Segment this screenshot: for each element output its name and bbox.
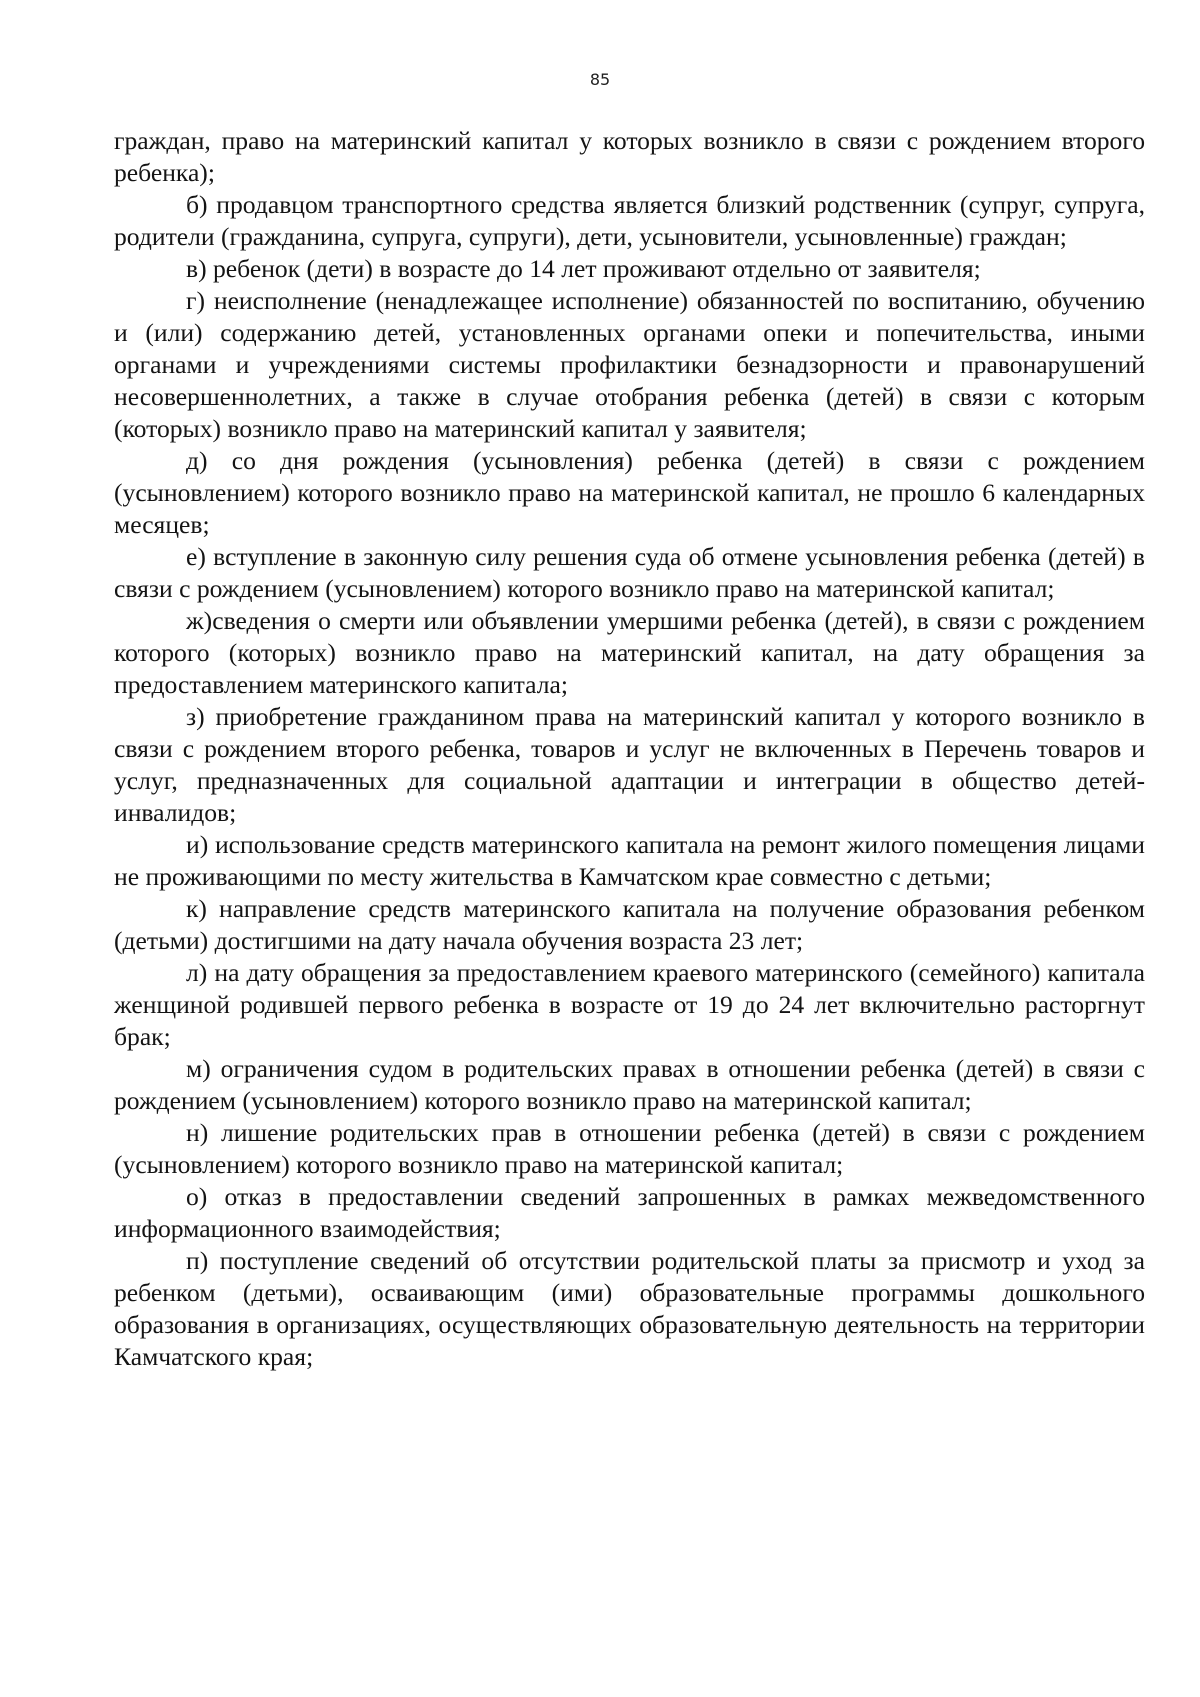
list-item-d: д) со дня рождения (усыновления) ребенка (детей) в связи с рождением (усыновлением) которого возникло право на материнской капитал, не прошло 6 календарных месяцев; [114, 446, 1145, 539]
list-item-k: к) направление средств материнского капитала на получение образования ребенком (детьми) достигшими на дату начала обучения возраста 23 лет; [114, 894, 1145, 955]
list-item-v: в) ребенок (дети) в возрасте до 14 лет проживают отдельно от заявителя; [186, 254, 981, 283]
paragraph-continuation: граждан, право на материнский капитал у которых возникло в связи с рождением второго ребенка); [114, 126, 1145, 187]
list-item-m: м) ограничения судом в родительских правах в отношении ребенка (детей) в связи с рождением (усыновлением) которого возникло право на материнской капитал; [114, 1054, 1145, 1115]
list-item-z: з) приобретение гражданином права на материнский капитал у которого возникло в связи с рождением второго ребенка, товаров и услуг не включенных в Перечень товаров и услуг, предназначенных для социальной адаптации и интеграции в общество детей-инвалидов; [114, 702, 1145, 827]
list-item-i: и) использование средств материнского капитала на ремонт жилого помещения лицами не проживающими по месту жительства в Камчатском крае совместно с детьми; [114, 830, 1145, 891]
document-body [114, 125, 1145, 1373]
list-item-zh: ж)сведения о смерти или объявлении умершими ребенка (детей), в связи с рождением которого (которых) возникло право на материнский капитал, на дату обращения за предоставлением материнского капитала; [114, 606, 1145, 699]
list-item-p: п) поступление сведений об отсутствии родительской платы за присмотр и уход за ребенком (детьми), осваивающим (ими) образовательные программы дошкольного образования в организациях, осуществляющих образовательную деятельность на территории Камчатского края; [114, 1246, 1145, 1371]
list-item-b: б) продавцом транспортного средства является близкий родственник (супруг, супруга, родители (гражданина, супруга, супруги), дети, усыновители, усыновленные) граждан; [114, 190, 1145, 251]
list-item-o: о) отказ в предоставлении сведений запрошенных в рамках межведомственного информационного взаимодействия; [114, 1182, 1145, 1243]
page-number: 85 [589, 70, 611, 89]
list-item-e: е) вступление в законную силу решения суда об отмене усыновления ребенка (детей) в связи с рождением (усыновлением) которого возникло право на материнской капитал; [114, 542, 1145, 603]
list-item-n: н) лишение родительских прав в отношении ребенка (детей) в связи с рождением (усыновлением) которого возникло право на материнской капитал; [114, 1118, 1145, 1179]
list-item-g: г) неисполнение (ненадлежащее исполнение) обязанностей по воспитанию, обучению и (или) содержанию детей, установленных органами опеки и попечительства, иными органами и учреждениями системы профилактики безнадзорности и правонарушений несовершеннолетних, а также в случае отобрания ребенка (детей) в связи с которым (которых) возникло право на материнский капитал у заявителя; [114, 286, 1145, 443]
list-item-l: л) на дату обращения за предоставлением краевого материнского (семейного) капитала женщиной родившей первого ребенка в возрасте от 19 до 24 лет включительно расторгнут брак; [114, 958, 1145, 1051]
